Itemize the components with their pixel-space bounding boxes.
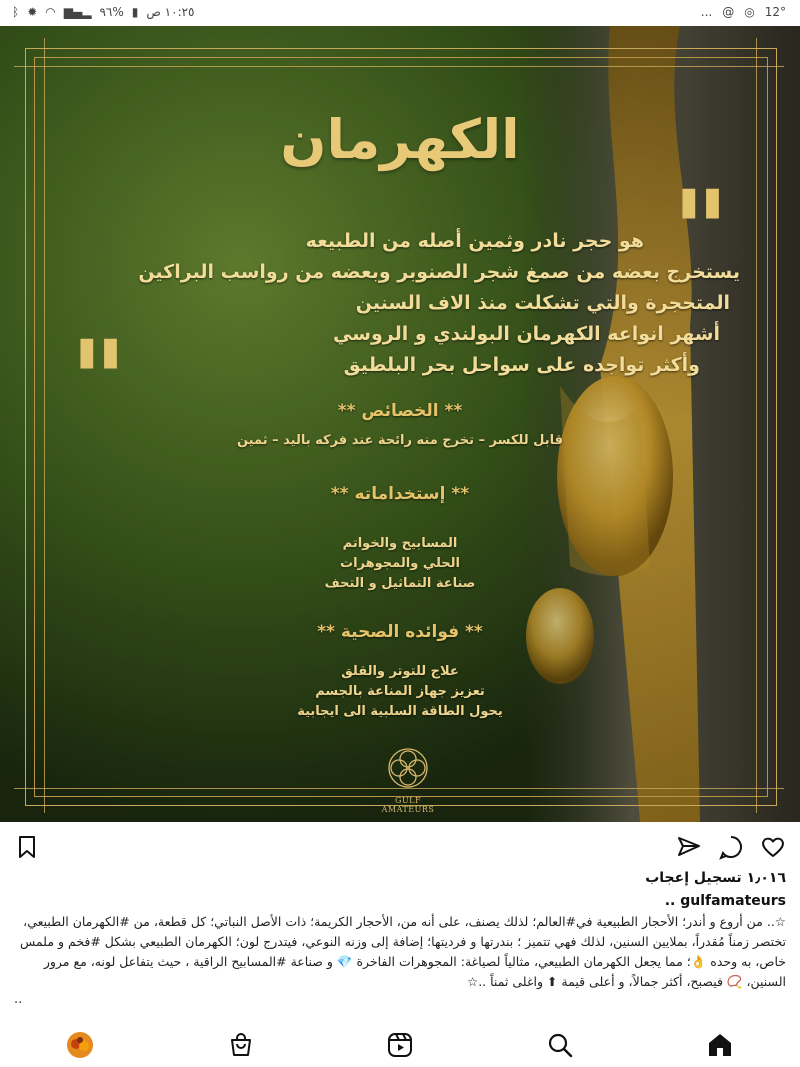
post-title: الكهرمان (280, 108, 520, 171)
overflow-indicator: ... (700, 5, 713, 19)
post-image[interactable] (0, 26, 800, 822)
wifi-icon: ◠ (45, 5, 56, 19)
caption-line: تختصر زمناً مُقدراً، بملايين السنين، لذلك فهي تتميز ؛ بندرتها و فرديتها؛ إضافة إلى وزنه النوعي، فيتدرج لون؛ الكهرمان الطبيعي بشكل #فخم و ملمس (20, 934, 786, 949)
reels-icon[interactable] (386, 1031, 414, 1059)
section-body-uses (0, 534, 800, 594)
quote-mark-icon: " (672, 166, 730, 295)
home-icon[interactable] (706, 1031, 734, 1059)
brand-logo (368, 746, 448, 814)
battery-level: %٩٦ (99, 5, 124, 19)
signal-icon: ▂▄▆ (63, 5, 92, 19)
settings-icon: ✹ (27, 5, 38, 19)
avatar-icon (66, 1031, 94, 1059)
profile-avatar[interactable] (66, 1031, 94, 1059)
search-icon[interactable] (546, 1031, 574, 1059)
logo-text: GULF AMATEURS (381, 796, 435, 814)
bottom-nav (0, 1026, 800, 1067)
section-line: تعزيز جهاز المناعة بالجسم (315, 684, 485, 699)
battery-icon: ▮ (131, 5, 139, 19)
intro-line: يستخرج بعضه من صمغ شجر الصنوبر وبعضه من رواسب البراكين (138, 261, 740, 283)
intro-line: هو حجر نادر وثمين أصله من الطبيعه (305, 230, 644, 252)
post-caption (14, 912, 786, 992)
intro-line: المتحجرة والتي تشكلت منذ الاف السنين (355, 292, 730, 314)
like-heart-icon[interactable] (760, 834, 786, 860)
comment-icon[interactable] (718, 834, 744, 860)
bookmark-icon[interactable] (14, 834, 40, 860)
section-line: المسابيح والخواتم (342, 536, 458, 551)
section-title-properties: ** الخصائص ** (337, 401, 463, 421)
section-body-health (0, 662, 800, 722)
frame-line (14, 66, 784, 67)
post-username[interactable]: gulfamateurs .. (664, 893, 786, 909)
section-title-health: ** فوائده الصحية ** (317, 622, 483, 642)
bluetooth-icon: ᛒ (12, 5, 20, 19)
post-action-bar (0, 830, 800, 866)
intro-line: وأكثر تواجده على سواحل بحر البلطيق (343, 354, 700, 376)
caption-line: السنين، 📿 فيصبح، أكثر جمالاً، و أعلى قيمة ⬆ واغلى ثمناً ..☆ (467, 974, 786, 989)
share-icon[interactable] (676, 834, 702, 860)
section-line: يحول الطاقة السلبية الى ايجابية (297, 704, 503, 719)
quote-mark-icon: " (70, 316, 128, 445)
caption-line: خاص، به وحده 👌؛ مما يجعل الكهرمان الطبيعي، مثالياً لصياغة: المجوهرات الفاخرة 💎 و صناعة #المسابيح الراقية ، حيث يتفاعل لونه، مع مرور (43, 954, 786, 969)
section-body-properties (0, 431, 800, 451)
intro-text (60, 226, 740, 381)
intro-line: أشهر انواعه الكهرمان البولندي و الروسي (333, 323, 720, 345)
likes-count[interactable]: ١٫٠١٦ تسجيل إعجاب (645, 870, 786, 886)
at-icon: @ (722, 5, 735, 19)
status-left (12, 5, 195, 19)
section-line: قابل للكسر – تخرج منه رائحة عند فركه باليد – ثمين (236, 433, 564, 448)
section-title-uses: ** إستخداماته ** (330, 484, 470, 504)
time: ١٠:٢٥ ص (146, 5, 195, 19)
shop-bag-icon[interactable] (227, 1031, 255, 1059)
section-line: علاج للتوتر والقلق (341, 664, 459, 679)
notification-icon: ◎ (744, 5, 755, 19)
caption-more[interactable]: .. (14, 992, 23, 1007)
section-line: الحلي والمجوهرات (340, 556, 460, 571)
knot-logo-icon (386, 746, 430, 790)
status-bar (0, 0, 800, 26)
section-line: صناعة التماثيل و التحف (324, 576, 476, 591)
status-right (701, 5, 786, 19)
temperature: 12° (764, 5, 786, 19)
caption-line: ☆.. من أروع و أندر؛ الأحجار الطبيعية في#العالم؛ لذلك يصنف، على أنه من، الأحجار الكريمة؛ ذات الأصل النباتي؛ كل قطعة، من #الكهرمان الطبيعي، (23, 914, 786, 929)
